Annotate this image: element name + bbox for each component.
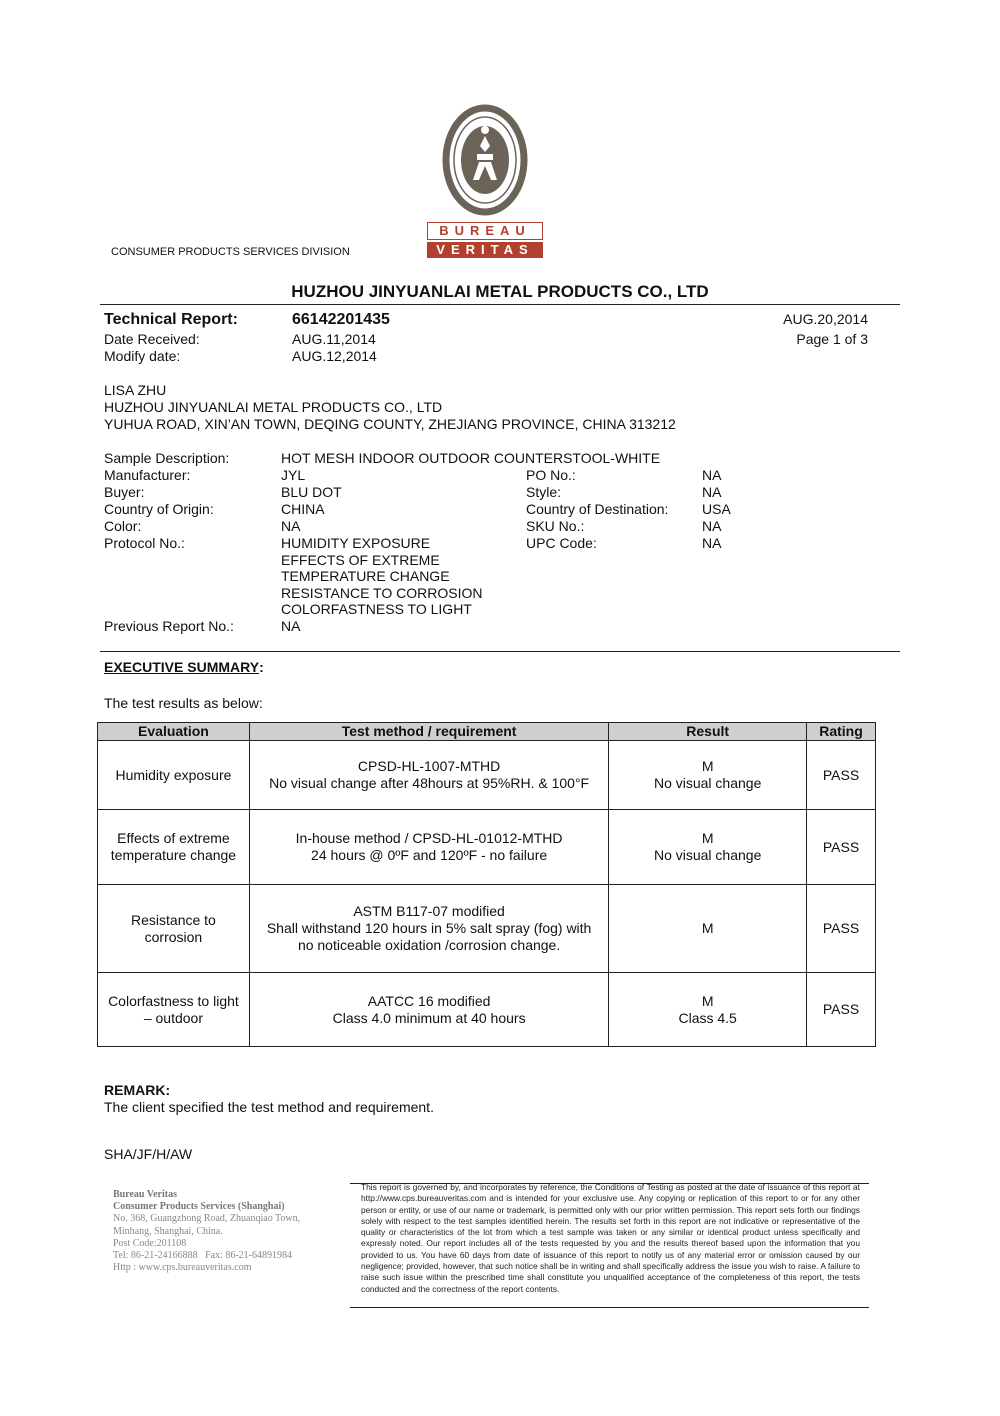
office-website: Http : www.cps.bureauveritas.com: [113, 1262, 252, 1274]
method-line: In-house method / CPSD-HL-01012-MTHD: [295, 830, 563, 846]
color-value: NA: [281, 518, 301, 534]
results-table: [97, 722, 876, 1047]
protocol-item: EFFECTS OF EXTREME: [281, 552, 440, 568]
addressee-name: LISA ZHU: [104, 382, 167, 398]
report-number: 66142201435: [292, 311, 390, 328]
company-title: HUZHOU JINYUANLAI METAL PRODUCTS CO., LTD: [291, 282, 709, 301]
office-address-line: Minhang, Shanghai, China.: [113, 1225, 223, 1237]
report-date: AUG.20,2014: [783, 311, 868, 327]
method-line: Class 4.0 minimum at 40 hours: [332, 1009, 526, 1026]
method-line: No visual change after 48hours at 95%RH. & 100°F: [269, 775, 590, 791]
table-row: [98, 885, 876, 973]
evaluation-line: – outdoor: [143, 1009, 204, 1026]
manufacturer-value: JYL: [281, 467, 306, 483]
po-value: NA: [702, 467, 722, 483]
buyer-value: BLU DOT: [281, 484, 342, 500]
date-received-label: Date Received:: [104, 331, 200, 347]
result-line: M: [701, 758, 714, 774]
previous-report-value: NA: [281, 618, 301, 634]
evaluation-line: Colorfastness to light: [108, 992, 239, 1009]
result-line: Class 4.5: [678, 1009, 737, 1026]
summary-intro: The test results as below:: [104, 695, 263, 711]
executive-summary-heading: [104, 659, 264, 676]
rating-cell: PASS: [807, 973, 876, 1047]
method-line: CPSD-HL-1007-MTHD: [357, 758, 501, 774]
method-cell: [249, 810, 608, 885]
method-cell: [249, 885, 608, 973]
result-cell: [609, 741, 807, 810]
color-label: Color:: [104, 518, 142, 534]
remark-text: The client specified the test method and requirement.: [104, 1099, 434, 1115]
sample-description-value: HOT MESH INDOOR OUTDOOR COUNTERSTOOL-WHITE: [281, 450, 661, 466]
disclaimer-text: This report is governed by, and incorporates by reference, the Conditions of Testing as posted at the date of issuance of this report at http://www.cps.bureauveritas.com and is intended for your exclusive use. Any copying or replication of this report to or for any other person or entity, or use of our name or trademark, is permitted only with our prior written permission. This report sets forth our findings solely with respect to the test samples identified herein. The results set forth in this report are not indicative or representative of the quality or characteristics of the lot from which a test sample was taken or any similar or identical product unless specifically and expressly noted. Our report includes all of the tests requested by you and the results thereof based upon the information that you provided to us. You have 60 days from date of issuance of this report to notify us of any material error or omission caused by our negligence; provided, however, that such notice shall be in writing and shall specifically address the issue you wish to raise. A failure to raise such issue within the prescribed time shall constitute you unqualified acceptance of the completeness of this report, the tests conducted and the correctness of the report contents.: [361, 1182, 860, 1294]
table-header-row: [98, 723, 876, 741]
header-rating: Rating: [807, 723, 876, 741]
bureau-veritas-seal-icon: [427, 100, 543, 222]
header-result: Result: [609, 723, 807, 741]
evaluation-cell: [98, 885, 250, 973]
po-label: PO No.:: [526, 467, 576, 483]
rating-cell: PASS: [807, 885, 876, 973]
origin-label: Country of Origin:: [104, 501, 214, 517]
title-divider: [100, 304, 900, 305]
modify-date-value: AUG.12,2014: [292, 348, 377, 364]
logo-word-bureau: BUREAU: [427, 222, 543, 240]
date-received-value: AUG.11,2014: [292, 331, 376, 347]
bureau-veritas-logo: [427, 100, 543, 260]
page-number: Page 1 of 3: [796, 331, 868, 347]
office-address-line: No. 368, Guangzhong Road, Zhuanqiao Town,: [113, 1213, 301, 1225]
protocol-item: COLORFASTNESS TO LIGHT: [281, 601, 472, 617]
protocol-item: RESISTANCE TO CORROSION: [281, 585, 483, 601]
evaluation-line: Resistance to: [131, 911, 216, 928]
report-reference-code: SHA/JF/H/AW: [104, 1146, 193, 1162]
summary-divider: [100, 651, 900, 652]
evaluation-cell: [98, 973, 250, 1047]
result-line: M: [701, 830, 714, 846]
result-cell: [609, 973, 807, 1047]
rating-cell: PASS: [807, 741, 876, 810]
previous-report-label: Previous Report No.:: [104, 618, 234, 634]
office-division: Consumer Products Services (Shanghai): [113, 1201, 285, 1213]
result-line: No visual change: [653, 775, 762, 791]
addressee-company: HUZHOU JINYUANLAI METAL PRODUCTS CO., LTD: [104, 399, 443, 415]
addressee-address: YUHUA ROAD, XIN’AN TOWN, DEQING COUNTY, ZHEJIANG PROVINCE, CHINA 313212: [104, 416, 676, 432]
sample-description-label: Sample Description:: [104, 450, 230, 466]
rating-cell: PASS: [807, 810, 876, 885]
evaluation-line: temperature change: [110, 847, 237, 863]
method-line: AATCC 16 modified: [367, 992, 491, 1009]
logo-word-veritas: VERITAS: [427, 242, 543, 258]
evaluation-cell: [98, 741, 250, 810]
office-post-code: Post Code:201108: [113, 1237, 187, 1249]
result-cell: [609, 885, 807, 973]
office-name: Bureau Veritas: [113, 1189, 177, 1200]
upc-label: UPC Code:: [526, 535, 597, 551]
result-cell: [609, 810, 807, 885]
executive-summary-colon: :: [259, 659, 264, 675]
evaluation-line: Humidity exposure: [115, 766, 232, 783]
header-test-method: Test method / requirement: [249, 723, 608, 741]
table-row: [98, 973, 876, 1047]
method-line: no noticeable oxidation /corrosion change.: [297, 937, 561, 953]
upc-value: NA: [702, 535, 722, 551]
protocol-item: HUMIDITY EXPOSURE: [281, 535, 431, 551]
origin-value: CHINA: [281, 501, 325, 517]
protocol-label: Protocol No.:: [104, 535, 185, 551]
buyer-label: Buyer:: [104, 484, 145, 500]
method-line: ASTM B117-07 modified: [353, 903, 505, 919]
destination-value: USA: [702, 501, 731, 517]
evaluation-line: Effects of extreme: [117, 830, 230, 846]
office-phone-fax: Tel: 86-21-24166888 Fax: 86-21-64891984: [113, 1250, 293, 1262]
disclaimer-bottom-rule: [350, 1307, 869, 1308]
protocol-item: TEMPERATURE CHANGE: [281, 568, 450, 584]
evaluation-line: corrosion: [144, 928, 203, 945]
sku-label: SKU No.:: [526, 518, 585, 534]
method-line: Shall withstand 120 hours in 5% salt spray (fog) with: [266, 920, 592, 936]
modify-date-label: Modify date:: [104, 348, 181, 364]
result-line: No visual change: [653, 847, 762, 863]
executive-summary-title: EXECUTIVE SUMMARY: [104, 659, 260, 675]
division-label: CONSUMER PRODUCTS SERVICES DIVISION: [111, 246, 350, 258]
manufacturer-label: Manufacturer:: [104, 467, 191, 483]
header-evaluation: Evaluation: [98, 723, 250, 741]
sku-value: NA: [702, 518, 722, 534]
method-cell: [249, 741, 608, 810]
destination-label: Country of Destination:: [526, 501, 669, 517]
style-value: NA: [702, 484, 722, 500]
office-address-block: [113, 1189, 300, 1274]
table-row: [98, 741, 876, 810]
result-line: M: [701, 992, 714, 1009]
style-label: Style:: [526, 484, 562, 500]
method-cell: [249, 973, 608, 1047]
evaluation-cell: [98, 810, 250, 885]
result-line: M: [701, 920, 714, 936]
table-row: [98, 810, 876, 885]
remark-heading: REMARK:: [104, 1082, 171, 1098]
report-label: Technical Report:: [104, 311, 238, 328]
method-line: 24 hours @ 0ºF and 120ºF - no failure: [311, 847, 548, 863]
